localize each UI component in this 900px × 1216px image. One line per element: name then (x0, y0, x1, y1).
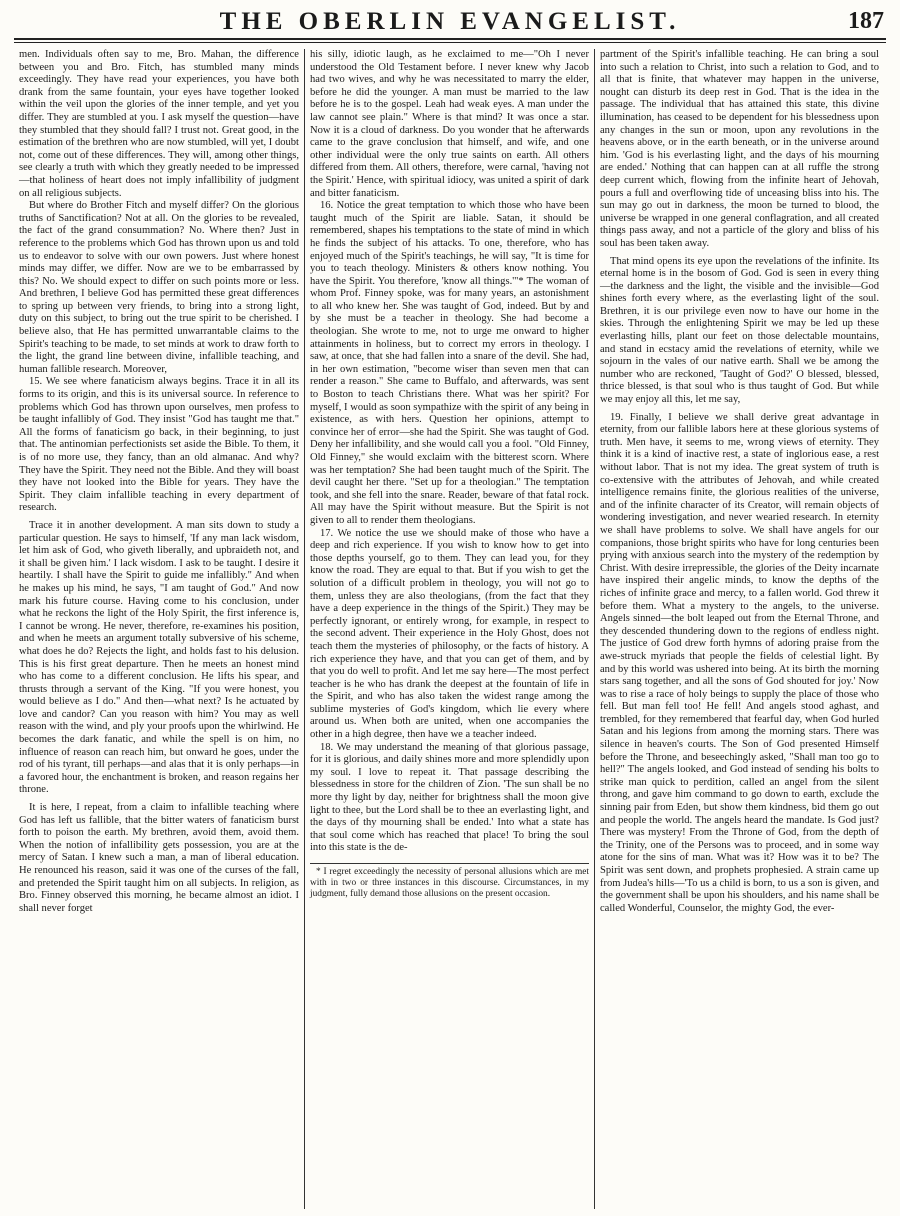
text-columns (14, 49, 886, 1209)
page-number: 187 (848, 8, 884, 34)
paragraph: 17. We notice the use we should make of those who have a deep and rich experience. If you wish to know how to get into those depths yourself, go to them. They can lead you, for they know the road. They are equal to that. But if you wish to get the solution of a difficult problem in theology, you will not go to them, unless they are also theologians, (from the fact that they have a deep experience in the things of the Spirit.) They may be perfectly ignorant, or entirely wrong, for example, in respect to the second advent. Their experience in the Holy Ghost, does not teach them the mysteries of philosophy, or the facts of history. A rich experience they have, and that you can get of them, and by that you do well to profit. And let me say here—The most perfect teacher is he who has drank the deepest at the fountain of life in the Spirit, and who has also taken the widest range among the sublime mysteries of God's kingdom, which lie every where around us. When both are united, when one accompanies the other in a high degree, then have we a teacher indeed. (310, 527, 589, 741)
paragraph: That mind opens its eye upon the revelations of the infinite. Its eternal home is in the bosom of God. God is seen in every thing—the darkness and the light, the visible and the invisible—God shines forth every where, as the everlasting light of the soul. Brethren, it is our privilege even now to have our home in the skies. Through the enlightening Spirit we may be led up these everlasting hills, plant our feet on those delectable mountains, and stand in ecstacy amid the revelations of eternity, while we sojourn in the vales of our native earth. Shall we be among the number who are reckoned, 'Taught of God?' O blessed, blessed, thrice blessed, is that soul who is thus taught of God. But while we may enjoy all this, let me say, (600, 255, 879, 406)
paragraph: partment of the Spirit's infallible teaching. He can bring a soul into such a relation to Christ, into such a relation to God, and to all that is finite, that whatever may happen in the universe, nought can disturb its deep rest in God. That is the idea in the passage. The individual that has attained this state, this divine illumination, has ceased to be dependent for his blessedness upon any changes in the sun or moon, upon any revolutions in the heavens above, or in the earth beneath, or in the universe around him. 'God is his everlasting light, and the days of his mourning are ended.' Nothing that can happen can at all ruffle the strong deep current which, flowing from the infinite heart of Jehovah, pours a full and overflowing tide of unceasing bliss into his. The sun may go out in darkness, the moon be turned to blood, the universe be wrapped in one general conflagration, and all created things pass away, and not a particle of the glory and bliss of his soul has been taken away. (600, 49, 879, 249)
paragraph: 16. Notice the great temptation to which those who have been taught much of the Spirit are liable. Satan, it should be remembered, shapes his temptations to the state of mind in which he finds the subject of his attacks. To one, therefore, who has enjoyed much of the Spirit's teachings, he will say, "It is time for you to teach theology. Ministers & others know nothing. You have the Spirit. You therefore, 'know all things.'"* The woman of whom Prof. Finney spoke, was for many years, an astonishment to all who knew her. She was taught of God, indeed. But by and by she must be a teacher in theology. She had become a theologian. She wrote to me, not to urge me onward to higher attainments in holiness, but to correct my errors in theology. I saw, at once, that she had fallen into a snare of the devil. She had, in her own estimation, "become wiser than seven men that can render a reason." She came to Buffalo, and afterwards, was sent to Boston to teach Christians there. What was her spirit? For myself, I would as soon sympathize with the spirit of any being in existence, as with hers. Question her opinions, attempt to convince her of error—she had the Spirit. She was taught of God. Deny her infallibility, and she would call you a fool. "Old Finney, Old Finney," she would exclaim with the bitterest scorn. Where was her temptation? She had been taught much of the Spirit. The devil caught her there. "Set up for a theologian." The temptation took, and she fell into the snare. Reader, beware of that fatal rock. All may have the Spirit without measure. But the Spirit is not given to all to render them theologians. (310, 200, 589, 526)
paragraph: 19. Finally, I believe we shall derive great advantage in eternity, from our fallible labors here at these glorious systems of truth. Men have, it seems to me, wrong views of eternity. They think it is a kind of inactive rest, a state of inglorious ease, a rest without labor. That is not my idea. The great system of truth is co-extensive with the attributes of Jehovah, and while created intelligence remains finite, the glorious realities of the universe, and of the infinite character of its Creator, will remain objects of wondering investigation, and never wearied research. In eternity we shall have problems to solve. We shall have angels for our companions, those bright spirits who have for long centuries been prying with anxious search into the mystery of the redemption by Christ. With desire irrepressible, the glories of the Deity incarnate have inspired their angelic minds, to know the depths of the riches of infinite grace and mercy, to a fallen world. God threw it before them. What a mystery to the angels, to the universe. Angels sinned—the bolt leaped out from the Eternal Throne, and they descended thundering down to the regions of endless night. The justice of God drew forth hymns of adoring praise from the awe-struck myriads that people the fields of celestial light. By and by this world was ushered into being. At its birth the morning stars sang together, and all the sons of God shouted for joy.' Now was to rise a race of holy beings to supply the place of those who fell. But man fell too! He fell! And angels stood aghast, and trembled, for they remembered that fearful day, when God hurled Satan and his legions from among the morning stars. There was silence in heaven's courts. The Son of God presented Himself before the Throne, and beseechingly asked, "Shall man too go to hell?" The angels looked, and God instead of sending his bolts to strike man quick to perdition, called an angel from the silent throng, and gave him command to go down to earth, exclude the sinning pair from Eden, but show them kindness, bid them go out and people the world. The angels heard the mandate. Is God just? There was mystery! From the Throne of God, from the depth of the Trinity, one of the Persons was to proceed, and in some way atone for the sins of man. What was it? How was it to be? The Spirit was sent down, and prophets prophesied. A strain came up from Judea's hills—'To us a child is born, to us a son is given, and the government shall be upon his shoulders, and his name shall be called Wonderful, Counselor, the mighty God, the ever- (600, 411, 879, 914)
footnote: * I regret exceedingly the necessity of personal allusions which are met with in two or three instances in this discourse. Circumstances, in my judgment, fully demand those allusions on the present occasion. (310, 863, 589, 900)
masthead (14, 6, 886, 40)
paragraph: But where do Brother Fitch and myself differ? On the glorious truths of Sanctification? Not at all. On the glories to be revealed, the fact of the grand consummation? No. Where then? Just in reference to the problems which God has thrown upon us and told us to endeavor to solve with our own powers. Just where honest minds may differ, we differ. Now are we to be embarrassed by this? No. We should expect to differ on such points more or less. And brethren, I believe God has permitted these great differences to spring up between very friends, to bring into a strong light, duty on this subject, to bring out the true spirit to be cherished. I believe also, that He has permitted unwarrantable claims to the Spirit's teaching to be made, to set minds at work to draw forth to the light, the grand line between divine, infallible teaching, and human fallible research. Moreover, (19, 200, 299, 375)
header-rule (14, 42, 886, 43)
paragraph: 18. We may understand the meaning of that glorious passage, for it is glorious, and daily shines more and more splendidly upon my soul. I love to repeat it. That passage describing the blessedness in store for the children of Zion. 'The sun shall be no more thy light by day, neither for brightness shall the moon give light to thee, but the Lord shall be to thee an everlasting light, and the days of thy mourning shall be ended.' Into what a state has that soul come which has reached that place! To bring the soul into this state is the de- (310, 741, 589, 854)
paragraph: Trace it in another development. A man sits down to study a particular question. He says to himself, 'If any man lack wisdom, let him ask of God, who giveth liberally, and upbraideth not, and it shall be given him.' I lack wisdom. I ask to be taught. I desire it heartily. I shall have the Spirit to guide me infallibly." And when he makes up his mind, he says, "I am taught of God." And now mark his future course. Having come to his conclusion, under what he reckons the light of the Holy Spirit, the first inference is, I cannot be wrong. He never, therefore, re-examines his position, and when he meets an argument totally subversive of his scheme, what does he do? Rejects the light, and holds fast to his delusion. This is his first great departure. Then he meets an honest mind who has come to a different conclusion. He lifts his spear, and thrusts through a servant of the King. "If you were honest, you would believe as I do." And then—what next? Is he actuated by love and candor? Can you reason with him? You may as well reason with the wind, and ply your proofs upon the whirlwind. He becomes the dark fanatic, and while the spell is on him, no influence of reason can reach him, but onward he goes, under the rod of his tyrant, till perhaps—and alas that it is only perhaps—in a favored hour, the enchantment is broken, and reason regains her throne. (19, 519, 299, 796)
paragraph: 15. We see where fanaticism always begins. Trace it in all its forms to its origin, and this is its universal source. In reference to problems which God has thrown upon ourselves, men profess to be taught infallibly of God. They insist "God has taught me that." All the forms of fanaticism go back, in their beginning, to just that. The antinomian perfectionists set aside the Bible. To them, it is of no more use, they fancy, than an old almanac. And why? They have the Spirit. They need not the Bible. And they will boast they have not looked into the Bible for years. They have the Spirit. They claim infallible teaching in every department of research. (19, 376, 299, 514)
column-2 (304, 49, 594, 1209)
column-3 (594, 49, 884, 1209)
paragraph: It is here, I repeat, from a claim to infallible teaching where God has left us fallible, that the bitter waters of fanaticism burst forth to poison the earth. My brethren, avoid them, avoid them. When the notion of infallibility gets possession, you are at the mercy of Satan. I knew such a man, a man of liberal education. He renounced his reason, said it was one of the curses of the fall, and pretended the Spirit taught him on all subjects. In religion, as Bro. Finney observed this morning, he became almost an idiot. I shall never forget (19, 802, 299, 914)
column-1 (14, 49, 304, 1209)
paragraph: men. Individuals often say to me, Bro. Mahan, the difference between you and Bro. Fitch, has stumbled many minds exceedingly. They have read your experiences, you have both drank from the same fountain, your eyes have together looked within the veil upon the glories of the inner temple, and yet you differ. They are stumbled at you. I ask myself the question—have they stumbled that they should fall? I trust not. Great good, in the estimation of the brethren who are now stumbled, will yet, I doubt not, come out of these differences. They will, among other things, see clearly a truth with which they greatly needed to be impressed—that holiness of heart does not imply infallibility of judgment on all religious subjects. (19, 49, 299, 199)
paragraph: his silly, idiotic laugh, as he exclaimed to me—"Oh I never understood the Old Testament before. I never knew why Jacob had two wives, and why he was necessitated to marry the elder, before he did the younger. A man must be married to the law before he is to the gospel. Leah had weak eyes. A man under the law cannot see plain." Where is that mind? It was once a star. Now it is a cloud of darkness. Do you wonder that he afterwards came to the grave conclusion that himself, and wife, and one other individual were the only true saints on earth. All others differed from them. All others, therefore, were carnal, 'having not the Spirit.' Hence, with spiritual idiocy, was united a spirit of dark and bitter fanaticism. (310, 49, 589, 199)
newspaper-title: THE OBERLIN EVANGELIST. (219, 8, 681, 35)
